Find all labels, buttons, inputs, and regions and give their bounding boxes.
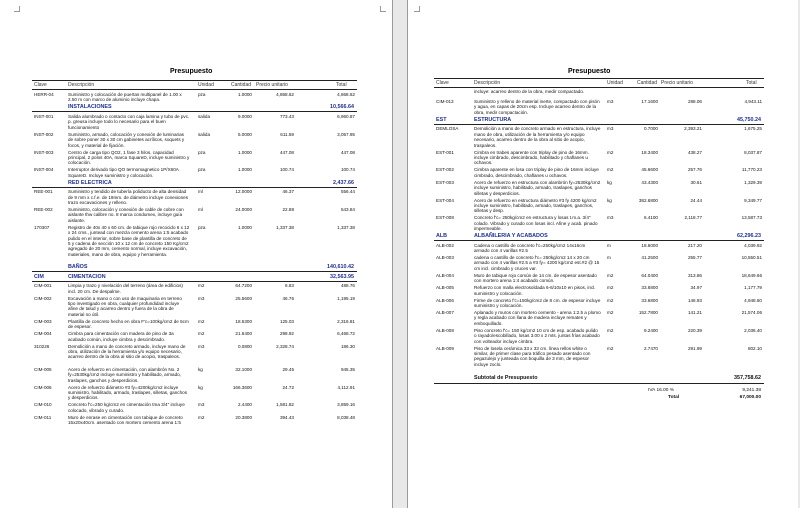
row-precio: 611.59 xyxy=(280,131,294,137)
row-total: 488.76 xyxy=(340,283,355,289)
row-descripcion: Acero de refuerzo en estructura con alambrón fy=2530kg/cm2 incluye suministro, habilitado, armado, traslapes, ganchos silletas y desperdicios. xyxy=(474,179,601,196)
row-unidad: m3 xyxy=(607,215,614,221)
budget-page-right: Presupuesto Clave Descripción Unidad Cantidad Precio unitario Total incluye: acarreo dentro de la obra, medir compactado. CIM-013 Suministro y relleno de material inerte, compactado con pisón y agua, en capas de 20cm esp. Incluye acarreo dentro de la obra, medir compactación. m3 17.1600 288.06 4,943.11 EST ESTRUCTURA 45,750.24 DEMLOSA Demolición a mano de concreto armado en estructura, incluye mano de obra, utilización de la herramienta y/o equipo necesario, acarreo dentro de la obra al sitio de acopio, traspaleos. m3 0.7000 2,393.21 1,675.25 EST-001 Cimbra en trabes aparente con triplay de pino de 16mm. incluye cimbrado, descimbrado, habilitado y chaflanes u ochavos. m2 18.3400 438.27 8,037.87 EST-002 Cimbra aparente en losa con triplay de pino de 16mm incluye cimbrado, descimbrado, chaflanes u ochavos. m2 45.6600 257.76 11,770.23 EST-003 Acero de refuerzo en estructura con alambrón fy=2530kg/cm2 incluye suministro, habilitado, armado, traslapes, ganchos silletas y desperdicios. kg 43.4300 30.61 1,329.39 EST-004 Acero de refuerzo en estructura diámetro #3 fy 4200 kg/cm2 incluye suministro, habilitado, armado, traslapes, ganchos, silletas y desp. kg 382.6800 24.44 9,349.77 EST-008 Concreto f'c= 250kg/cm2 en estructura y losas t.m.a. 3/4" colado. Vibrado y curado con losas incl. Afine y acab. pinado impermeable. m3 6.4100 2,118.77 13,587.73 ALB ALBAÑILERIA Y ACABADOS 62,296.23 ALB-002 Cadena o castillo de concreto f'c=250kg/cm2 14x16cm armado con 4 varillas #2.5 m 18.6000 217.20 4,039.92 ALB-003 cadena o castillo de concreto f'c= 250kg/cm2 14 x 20 cm armado con 4 varillas #2.5 a #3 fy= 4200 kg/cm2 est.#2 @ 15 cm incl. cimbrado y cruces var. m 41.2500 255.77 10,550.51 ALB-004 Muro de tabique rojo común de 14 cm. de espesor asentado con mortero arena 1:4 acabado común. m2 64.0400 313.86 18,649.66 ALB-005 Refuerzo con malla electrosoldada 6-6/10x10 en pisos, incl. suministro y colocación. m2 33.6800 34.97 1,177.79 ALB-006 Firme de concreto f'c=150kg/cm2 de 8 cm. de espesor incluye suministro y colocación. m2 33.6800 146.93 4,948.60 ALB-007 Aplanado y muros con mortero cemento - arena 1:2.5 a plomo y regla acabado con llana de madera incluye remates y emboquillado. m2 152.7800 141.21 21,574.06 ALB-008 Piso concreto f'c= 150 kg/cm2 10 cm de esp. acabado pulido o rayado/escobillado, losas 3.00 x 2 mts. juntas frías acabado con volteador incluye cimbra. m2 9.2400 220.39 2,036.40 ALB-009 Piso de losela cerámica 33 x 33 cm. línea rellos white o similar, de primer clase para tráfico pesado asentado con pegazulejo y junteada con boquilla de 3 mm, de espesor incluye zoclo. m2 2.7470 291.99 802.10 Subtotal de Presupuesto 357,758.62 IVA 16.00 % 9,241.38 Total 67,000.00 xyxy=(407,0,798,508)
table-row xyxy=(32,344,357,366)
row-clave: ALB-006 xyxy=(436,297,454,303)
section-title: CIMENTACION xyxy=(68,273,106,280)
row-cantidad: 2.7470 xyxy=(643,345,658,351)
row-cantidad: 32.1000 xyxy=(235,366,252,372)
row-clave: EST-002 xyxy=(436,167,454,173)
row-unidad: ml xyxy=(198,207,203,212)
row-unidad: m2 xyxy=(607,345,614,351)
row-precio: 438.27 xyxy=(687,149,702,155)
table-row xyxy=(32,132,357,148)
row-cantidad: 5.0000 xyxy=(237,131,252,137)
row-unidad: m2 xyxy=(198,331,205,337)
subtotal-rule xyxy=(434,383,764,384)
row-clave: EST-003 xyxy=(436,179,454,185)
section-title: ESTRUCTURA xyxy=(474,116,512,123)
row-total: 4,943.11 xyxy=(744,99,762,104)
row-descripcion: Refuerzo con malla electrosoldada 6-6/10x10 en pisos, incl. suministro y colocación. xyxy=(474,285,596,296)
table-row xyxy=(434,243,764,254)
row-total: 543.84 xyxy=(340,207,355,212)
col-unidad: Unidad xyxy=(198,82,214,88)
row-total: 3,859.16 xyxy=(337,402,355,408)
row-precio: 217.20 xyxy=(687,242,702,248)
row-unidad: m3 xyxy=(198,295,205,301)
row-descripcion: Cimbra en trabes aparente con triplay de pino de 16mm. incluye cimbrado, descimbrado, habilitado y chaflanes u ochavos. xyxy=(474,149,589,166)
row-precio: 773.43 xyxy=(279,113,294,119)
table-row xyxy=(32,92,357,103)
row-total: 18,649.66 xyxy=(741,272,762,278)
row-descripcion: Acero de refuerzo diámetro #3 fy=4200kg/cm2 incluye suministro, habilitado, armado, traslapes, silletas, ganchos y desperdicios. xyxy=(68,384,187,401)
section-rule xyxy=(32,281,357,282)
row-unidad: m2 xyxy=(607,310,614,315)
row-unidad: salida xyxy=(198,131,211,137)
row-cantidad: 152.7800 xyxy=(638,310,658,315)
table-row xyxy=(434,99,764,115)
section-rule xyxy=(32,111,357,112)
table-row xyxy=(434,328,764,344)
row-precio: 146.93 xyxy=(687,297,702,303)
section-title: RED ELECTRICA xyxy=(68,179,112,186)
row-cantidad: 18.6000 xyxy=(641,242,658,248)
row-clave: INST-004 xyxy=(34,167,54,173)
row-total: 9,349.77 xyxy=(744,197,762,203)
row-unidad: m2 xyxy=(607,272,614,278)
row-clave: INST-002 xyxy=(34,131,54,137)
row-precio: 1,581.82 xyxy=(276,402,294,408)
section-total: 62,296.23 xyxy=(737,233,761,240)
row-precio: 34.97 xyxy=(690,285,702,291)
row-clave: ALB-009 xyxy=(436,345,454,351)
row-total: 1,675.25 xyxy=(744,126,762,132)
row-total: 100.74 xyxy=(340,167,355,173)
row-total: 3,057.95 xyxy=(337,131,355,137)
row-descripcion: Registro de 40x 40 x 60 cm. de tabique rojo recocido 6 x 12 x 24 cms., juntead con mezcla cemento arena 1:5 acabado pulido en el interior, sobre base de plantilla de concreto de 5 y cadena de sección 10 x 12 cm de concreto 150 Kg/cm2 agregado de 20 mm, cemento normal, incluye excavación, materiales, mano de obra, equipo y herramienta. xyxy=(68,224,190,257)
table-row xyxy=(434,215,764,231)
row-unidad: m2 xyxy=(607,285,614,291)
section-rule xyxy=(32,187,357,188)
corner-mark xyxy=(14,6,20,12)
row-total: 4,868.62 xyxy=(337,92,355,97)
total-label: Total xyxy=(668,394,680,400)
row-unidad: m2 xyxy=(198,414,205,420)
row-precio: 125.03 xyxy=(279,318,294,324)
row-total: 802.10 xyxy=(747,345,762,351)
table-row xyxy=(32,331,357,342)
row-cantidad: 41.2500 xyxy=(641,255,658,260)
row-descripcion: Suministro, armado, colocación y conexión de luminarias de sobre poner 30 x 30 cm gabinetes acrílicos, soquets y focos, y material de fijación. xyxy=(68,131,185,148)
table-row xyxy=(434,298,764,309)
row-clave: REE-002 xyxy=(34,207,53,212)
row-precio: 30.61 xyxy=(690,179,702,185)
row-total: 13,587.73 xyxy=(741,215,762,221)
row-descripcion: Acero de refuerzo en cimentación, con alambrón No. 2 fy=2530kg/cm2 incluye suministro y habilitado, armado, traslapes, ganchos y desperdicios. xyxy=(68,366,181,383)
row-descripcion: Excavación a mano o con uso de maquinaria en terreno tipo investigado en obra, cualquier profundidad incluye afine de talud y acarreo dentro y fuera de la obra de material no útil. xyxy=(68,295,182,317)
row-descripcion: Cadena o castillo de concreto f'c=250kg/cm2 14x16cm armado con 4 varillas #2.5 xyxy=(474,242,586,253)
row-precio: 291.99 xyxy=(687,345,702,351)
row-descripcion: Suministro y colocación de puertas multipanel de 1.00 x 2.50 m con marco de aluminio incluye chapa. xyxy=(68,92,182,103)
row-total: 6,468.72 xyxy=(337,331,355,337)
row-clave: CIM-013 xyxy=(436,99,454,104)
row-precio: 257.76 xyxy=(687,167,702,173)
row-clave: ALB-008 xyxy=(436,327,454,333)
col-descripcion: Descripción xyxy=(474,80,501,86)
section-title: INSTALACIONES xyxy=(68,104,112,111)
row-cantidad: 18.3400 xyxy=(641,149,658,155)
row-clave: 170307 xyxy=(34,224,50,230)
row-descripcion: Firme de concreto f'c=150kg/cm2 de 8 cm. de espesor incluye suministro y colocación. xyxy=(474,297,601,308)
row-unidad: m2 xyxy=(607,297,614,303)
row-clave: CIM-004 xyxy=(34,331,52,337)
row-cantidad: 20.3800 xyxy=(235,414,252,420)
section-total: 32,563.95 xyxy=(330,273,354,280)
table-header xyxy=(434,78,764,88)
row-unidad: kg xyxy=(607,179,612,185)
row-total: 4,039.92 xyxy=(744,242,762,248)
subtotal-label: Subtotal de Presupuesto xyxy=(474,374,538,381)
row-unidad: ml xyxy=(198,189,203,195)
row-precio: 141.21 xyxy=(687,310,702,315)
row-unidad: m2 xyxy=(607,327,614,333)
row-unidad: kg xyxy=(198,366,203,372)
row-cantidad: 33.6800 xyxy=(641,285,658,291)
table-row xyxy=(32,114,357,130)
section-total: 140,610.42 xyxy=(327,264,354,271)
row-descripcion: Cimbra para cimentación con madera de pino de 3a acabado común, incluye cimbra y descimbrado. xyxy=(68,331,174,342)
section-title: BAÑOS xyxy=(68,264,88,271)
row-unidad: pza xyxy=(198,149,206,155)
row-clave: HERR-04 xyxy=(34,92,54,97)
col-cantidad: Cantidad xyxy=(231,82,252,88)
row-precio: 313.86 xyxy=(687,272,702,278)
row-clave: CIM-005 xyxy=(34,366,52,372)
row-unidad: pza xyxy=(198,167,206,173)
col-precio: Precio unitario xyxy=(661,80,693,86)
row-precio: 2,393.21 xyxy=(684,126,702,132)
row-cantidad: 12.0000 xyxy=(235,189,252,195)
table-row xyxy=(32,167,357,178)
row-clave: EST-004 xyxy=(436,197,454,203)
col-clave: Clave xyxy=(436,80,449,86)
row-total: 1,329.39 xyxy=(744,179,762,185)
section-rule xyxy=(434,124,764,125)
corner-mark xyxy=(380,6,386,12)
row-descripcion: Interruptor derivado tipo QO termomagnetico 1P/X60A SquareD. Incluye suministro y colocación. xyxy=(68,167,179,178)
table-row xyxy=(434,167,764,178)
row-total: 945.35 xyxy=(340,366,355,372)
row-unidad: pza xyxy=(198,92,206,97)
row-descripcion: Centro de carga tipo QO2, 1 fase 3 hilos, capacidad principal, 2 polos 40A, marca SquareD, incluye suministro y colocación. xyxy=(68,149,190,166)
row-unidad: m2 xyxy=(198,318,205,324)
row-cantidad: 1.0000 xyxy=(237,167,252,173)
table-row xyxy=(32,150,357,166)
row-unidad: m3 xyxy=(607,126,614,132)
row-descripcion: Muro de enrase en cimentación con tabique de concreto 15x20x40cm. asentado con mortero cemento arena 1:5 xyxy=(68,414,183,426)
row-precio: 220.39 xyxy=(687,327,702,333)
row-cantidad: 24.0000 xyxy=(235,207,252,212)
row-descripcion: Plantilla de concreto hecho en obra F'c=100kg/cm2 de 5cm de espesor. xyxy=(68,318,189,330)
budget-page-left xyxy=(0,0,393,508)
row-unidad: m xyxy=(607,255,611,260)
row-clave: ALB-007 xyxy=(436,310,454,315)
row-cantidad: 6.4100 xyxy=(643,215,658,221)
total-value: 67,000.00 xyxy=(739,394,761,400)
table-row xyxy=(32,283,357,294)
table-row xyxy=(32,415,357,426)
row-unidad: m3 xyxy=(198,402,205,408)
row-clave: CIM-001 xyxy=(34,283,52,289)
row-cantidad: 33.6800 xyxy=(641,297,658,303)
subtotal-value: 357,758.62 xyxy=(734,374,761,381)
row-cantidad: 1.0000 xyxy=(237,92,252,97)
col-cantidad: Cantidad xyxy=(637,80,658,86)
row-clave: INST-003 xyxy=(34,149,54,155)
page-title: Presupuesto xyxy=(568,68,611,75)
table-row xyxy=(32,296,357,318)
section-code: EST xyxy=(436,116,447,123)
row-total: 8,038.48 xyxy=(337,414,355,420)
row-clave: CIM-002 xyxy=(34,295,52,301)
row-cantidad: 382.6800 xyxy=(638,197,658,203)
row-clave: CIM-006 xyxy=(34,384,52,390)
row-precio: 46.76 xyxy=(282,295,294,301)
iva-label: IVA 16.00 % xyxy=(648,387,675,393)
section-code: ALB xyxy=(436,233,448,240)
col-clave: Clave xyxy=(34,82,47,88)
row-precio: 22.88 xyxy=(282,207,294,212)
row-descripcion: Limpia y trazo y nivelación del terreno (área de edificios) incl. 20 cm. De despalme. xyxy=(68,283,183,294)
corner-mark xyxy=(414,6,420,12)
row-descripcion: Aplanado y muros con mortero cemento - arena 1:2.5 a plomo y regla acabado con llana de madera incluye remates y emboquillado. xyxy=(474,310,601,326)
section-total: 2,437.66 xyxy=(333,179,354,186)
table-row xyxy=(32,319,357,330)
col-unidad: Unidad xyxy=(607,80,623,86)
row-descripcion: Concreto f'c= 250kg/cm2 en estructura y losas t.m.a. 3/4" colado. Vibrado y curado con losas incl. Afine y acab. pinado impermeable. xyxy=(474,215,598,232)
table-row xyxy=(32,367,357,383)
row-cantidad: 2.4400 xyxy=(237,402,252,408)
table-row xyxy=(32,225,357,263)
row-total: 2,316.81 xyxy=(337,318,355,324)
row-descripcion: Suministro y tendido de tubería poliducto de alta densidad de 9 mm x c.f.e. de 19mm. de diámetro incluye conexiones trazo excavaciones y relleno. xyxy=(68,189,189,205)
row-unidad: m2 xyxy=(198,283,205,289)
section-title: ALBAÑILERIA Y ACABADOS xyxy=(474,233,548,240)
row-total: 447.08 xyxy=(340,149,355,155)
row-descripcion: Demolición a mano de concreto armado en estructura, incluye mano de obra, utilización de la herramienta y/o equipo necesario, acarreo dentro de la obra al sitio de acopio, traspaleos. xyxy=(474,126,601,148)
row-clave: REE-001 xyxy=(34,189,53,195)
col-precio: Precio unitario xyxy=(256,82,288,88)
table-row xyxy=(434,273,764,284)
row-descripcion: Concreto f'c=250 kg/cm2 en cimentación tma 3/4" incluye colocado, vibrado y curado. xyxy=(68,402,185,413)
row-precio: 6.83 xyxy=(285,283,294,289)
row-clave: CIM-011 xyxy=(34,414,52,420)
row-cantidad: 9.2400 xyxy=(643,327,658,333)
row-unidad: m2 xyxy=(607,167,614,173)
row-precio: 100.74 xyxy=(279,167,294,173)
row-cantidad: 45.6600 xyxy=(641,167,658,173)
row-clave: DEMLOSA xyxy=(436,126,459,132)
row-cantidad: 166.3600 xyxy=(232,384,252,390)
row-unidad: m3 xyxy=(198,343,205,349)
row-precio: 2,328.74 xyxy=(276,343,294,349)
row-unidad: m xyxy=(607,242,611,248)
row-cantidad: 64.7200 xyxy=(235,283,252,289)
row-cantidad: 25.5600 xyxy=(235,295,252,301)
section-total: 45,750.24 xyxy=(737,116,761,123)
table-row xyxy=(434,150,764,166)
section-rule xyxy=(434,240,764,241)
section-rule xyxy=(32,271,357,272)
table-row xyxy=(434,310,764,326)
page-title: Presupuesto xyxy=(170,68,213,75)
row-descripcion: Suministro y relleno de material inerte, compactado con pisón y agua, en capas de 20cm esp. Incluye acarreo dentro de la obra, medir compactación. xyxy=(474,99,600,115)
col-total: Total xyxy=(746,80,757,86)
row-cantidad: 1.0000 xyxy=(237,149,252,155)
row-total: 2,036.40 xyxy=(744,327,762,333)
row-clave: CIM-003 xyxy=(34,318,52,324)
col-descripcion: Descripción xyxy=(68,82,95,88)
row-unidad: salida xyxy=(198,113,211,119)
table-row xyxy=(434,285,764,296)
row-precio: 2,118.77 xyxy=(684,215,702,221)
row-precio: 46.37 xyxy=(282,189,294,195)
row-unidad: pza xyxy=(198,224,206,230)
row-clave: INST-001 xyxy=(34,113,54,119)
row-precio: 288.06 xyxy=(687,99,702,104)
row-unidad: m2 xyxy=(607,149,614,155)
table-header xyxy=(32,80,357,90)
row-clave: 310226 xyxy=(34,343,50,349)
section-total: 10,566.64 xyxy=(330,104,354,111)
row-total: 8,037.87 xyxy=(744,149,762,155)
row-descripcion: Suministro, colocación y conexión de cable de cobre con aislante thw calibre no. 8 marca condumex, incluye guía aislante. xyxy=(68,207,184,223)
table-row xyxy=(434,198,764,214)
row-precio: 298.92 xyxy=(279,331,294,337)
row-cantidad: 17.1600 xyxy=(641,99,658,104)
row-total: 10,550.51 xyxy=(741,255,762,260)
row-cantidad: 43.4300 xyxy=(641,179,658,185)
row-precio: 394.43 xyxy=(279,414,294,420)
row-total: 1,337.38 xyxy=(337,224,355,230)
row-total: 4,112.91 xyxy=(337,384,355,390)
table-row xyxy=(434,346,764,368)
col-total: Total xyxy=(336,82,347,88)
row-total: 11,770.23 xyxy=(741,167,762,173)
row-total: 4,948.60 xyxy=(744,297,762,303)
table-row xyxy=(434,126,764,148)
row-descripcion: Demolición a mano de concreto armado, incluye mano de obra, utilización de la herramienta y/o equipo necesario, acarreo dentro de la obra al sitio de acopio, traspaleos. xyxy=(68,343,186,360)
row-descripcion: Acero de refuerzo en estructura diámetro #3 fy 4200 kg/cm2 incluye suministro, habilitado, armado, traslapes, ganchos, silletas y desp. xyxy=(474,197,597,214)
row-total: 1,177.79 xyxy=(744,285,762,291)
row-precio: 29.45 xyxy=(282,366,294,372)
table-row xyxy=(32,402,357,413)
row-clave: CIM-010 xyxy=(34,402,52,408)
row-precio: 4,868.62 xyxy=(276,92,294,97)
row-precio: 24.44 xyxy=(690,197,702,203)
row-descripcion: Salida alumbrado o contacto con caja lamina y tubo de pvc. p. greusa incluye todo lo necesario para el buen funcionamiento xyxy=(68,113,190,130)
row-total: 556.44 xyxy=(340,189,355,195)
row-clave: ALB-003 xyxy=(436,255,454,260)
row-descripcion: Cimbra aparente en losa con triplay de pino de 16mm incluye cimbrado, descimbrado, chaflanes u ochavos. xyxy=(474,167,599,178)
table-row xyxy=(434,255,764,271)
row-total: 186.30 xyxy=(340,343,355,349)
row-precio: 1,337.38 xyxy=(276,224,294,230)
table-row xyxy=(32,385,357,401)
row-unidad: m3 xyxy=(607,99,614,104)
table-row xyxy=(32,189,357,205)
row-unidad: kg xyxy=(198,384,203,390)
row-descripcion: cadena o castillo de concreto f'c= 250kg/cm2 14 x 20 cm armado con 4 varillas #2.5 a #3 fy= 4200 kg/cm2 est.#2 @ 15 cm incl. cimbrado y cruces var. xyxy=(474,255,600,271)
row-descripcion: Piso de losela cerámica 33 x 33 cm. línea rellos white o similar, de primer clase para tráfico pesado asentado con pegazulejo y junteada con boquilla de 3 mm, de espesor incluye zoclo. xyxy=(474,345,591,367)
row-precio: 24.72 xyxy=(282,384,294,390)
row-clave: ALB-002 xyxy=(436,242,454,248)
row-total: 21,574.06 xyxy=(741,310,762,315)
row-total: 6,960.87 xyxy=(337,113,355,119)
row-cantidad: 21.6400 xyxy=(235,331,252,337)
table-row xyxy=(434,180,764,196)
row-cantidad: 9.0000 xyxy=(237,113,252,119)
section-code: CIM xyxy=(34,273,44,280)
row-descripcion: Muro de tabique rojo común de 14 cm. de espesor asentado con mortero arena 1:4 acabado común. xyxy=(474,272,597,284)
row-clave: EST-008 xyxy=(436,215,454,221)
iva-value: 9,241.38 xyxy=(742,387,761,393)
row-clave: ALB-005 xyxy=(436,285,454,291)
row-precio: 255.77 xyxy=(687,255,702,260)
row-cantidad: 0.7000 xyxy=(643,126,658,132)
row-total: 1,195.19 xyxy=(337,295,355,301)
row-cantidad: 1.0000 xyxy=(237,224,252,230)
row-cantidad: 64.0400 xyxy=(641,272,658,278)
row-cantidad: 0.0800 xyxy=(237,343,252,349)
row-clave: ALB-004 xyxy=(436,272,454,278)
row-descripcion: Piso concreto f'c= 150 kg/cm2 10 cm de esp. acabado pulido o rayado/escobillado, losas 3.00 x 2 mts. juntas frías acabado con volteador incluye cimbra. xyxy=(474,327,600,344)
row-clave: EST-001 xyxy=(436,149,454,155)
row-cantidad: 18.5300 xyxy=(235,318,252,324)
table-row xyxy=(32,207,357,223)
row-unidad: kg xyxy=(607,197,612,203)
row-precio: 447.08 xyxy=(279,149,294,155)
